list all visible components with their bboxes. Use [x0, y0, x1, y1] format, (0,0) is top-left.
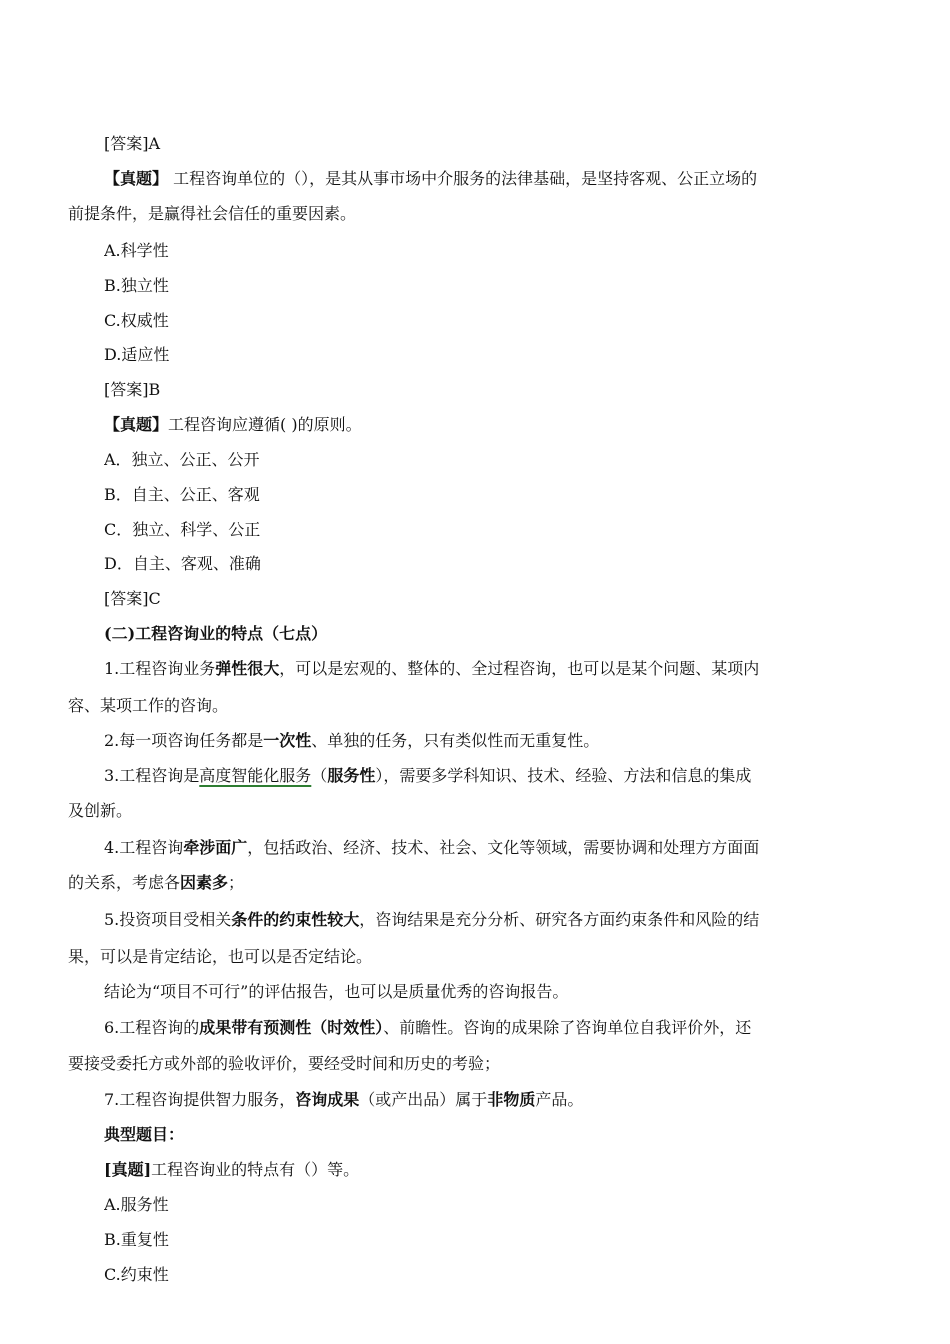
- answer-line: [答案]C: [104, 589, 161, 608]
- text: 、前瞻性。咨询的成果除了咨询单位自我评价外，还: [383, 1018, 752, 1037]
- question-line: [104, 168, 840, 190]
- point-1: [104, 658, 840, 680]
- text: 的关系，考虑各: [68, 873, 181, 892]
- answer-line: [答案]A: [104, 134, 161, 153]
- point-4-cont: [68, 872, 840, 894]
- point-7: [104, 1089, 840, 1111]
- keyword: 弹性很大: [215, 659, 280, 678]
- question-tag: 【真题】: [104, 415, 169, 434]
- option-a: A．独立、公正、公开: [104, 450, 260, 469]
- option-a: A.科学性: [104, 241, 169, 260]
- text: 产品。: [535, 1090, 584, 1109]
- text: 4.工程咨询: [104, 838, 184, 857]
- point-5-note: 结论为“项目不可行”的评估报告，也可以是质量优秀的咨询报告。: [104, 982, 569, 1001]
- question-line: [104, 414, 840, 436]
- point-6-cont: 要接受委托方或外部的验收评价，要经受时间和历史的考验；: [68, 1054, 501, 1073]
- question-text: 工程咨询单位的（），是其从事市场中介服务的法律基础，是坚持客观、公正立场的: [173, 169, 758, 188]
- text: （: [311, 766, 328, 785]
- text: ，可以是宏观的、整体的、全过程咨询，也可以是某个问题、某项内: [279, 659, 760, 678]
- option-d: D．自主、客观、准确: [104, 554, 261, 573]
- keyword: 非物质: [487, 1090, 536, 1109]
- text: ，包括政治、经济、技术、社会、文化等领域，需要协调和处理方方面面: [247, 838, 760, 857]
- keyword: 牵涉面广: [183, 838, 248, 857]
- option-b: B．自主、公正、客观: [104, 485, 260, 504]
- keyword: 服务性: [327, 766, 376, 785]
- option-c: C．独立、科学、公正: [104, 520, 261, 539]
- option-a: A.服务性: [104, 1195, 169, 1214]
- answer-line: [答案]B: [104, 380, 161, 399]
- text: 6.工程咨询的: [104, 1018, 200, 1037]
- text: ），需要多学科知识、技术、经验、方法和信息的集成: [375, 766, 752, 785]
- question-tag: 【真题】: [104, 169, 169, 188]
- option-b: B.独立性: [104, 276, 169, 295]
- text: ，咨询结果是充分分析、研究各方面约束条件和风险的结: [359, 910, 760, 929]
- point-3: [104, 765, 840, 787]
- point-4: [104, 837, 840, 859]
- option-b: B.重复性: [104, 1230, 169, 1249]
- text: 、单独的任务，只有类似性而无重复性。: [311, 731, 600, 750]
- text: 7.工程咨询提供智力服务，: [104, 1090, 296, 1109]
- text: 5.投资项目受相关: [104, 910, 232, 929]
- question-text: 工程咨询业的特点有（）等。: [151, 1160, 360, 1179]
- point-3-cont: 及创新。: [68, 801, 133, 820]
- option-c: C.约束性: [104, 1265, 169, 1284]
- text: ；: [228, 873, 245, 892]
- question-text: 工程咨询应遵循( )的原则。: [168, 415, 362, 434]
- option-d: D.适应性: [104, 345, 170, 364]
- question-line: [104, 1159, 840, 1181]
- question-line-cont: 前提条件，是赢得社会信任的重要因素。: [68, 204, 357, 223]
- underlined-keyword: 高度智能化服务: [199, 766, 312, 785]
- point-1-cont: 容、某项工作的咨询。: [68, 696, 229, 715]
- text: （或产出品）属于: [359, 1090, 488, 1109]
- text: 3.工程咨询是: [104, 766, 200, 785]
- text: 1.工程咨询业务: [104, 659, 216, 678]
- question-tag: [真题]: [104, 1160, 152, 1179]
- section-heading: (二)工程咨询业的特点（七点）: [104, 624, 328, 643]
- point-5-cont: 果，可以是肯定结论，也可以是否定结论。: [68, 947, 373, 966]
- point-5: [104, 909, 840, 931]
- text: 2.每一项咨询任务都是: [104, 731, 264, 750]
- point-2: [104, 730, 840, 752]
- typical-questions-heading: 典型题目：: [104, 1125, 185, 1144]
- keyword: 成果带有预测性（时效性）: [199, 1018, 384, 1037]
- point-6: [104, 1017, 840, 1039]
- keyword: 一次性: [263, 731, 312, 750]
- keyword: 因素多: [180, 873, 229, 892]
- keyword: 咨询成果: [295, 1090, 360, 1109]
- option-c: C.权威性: [104, 311, 169, 330]
- keyword: 条件的约束性较大: [231, 910, 360, 929]
